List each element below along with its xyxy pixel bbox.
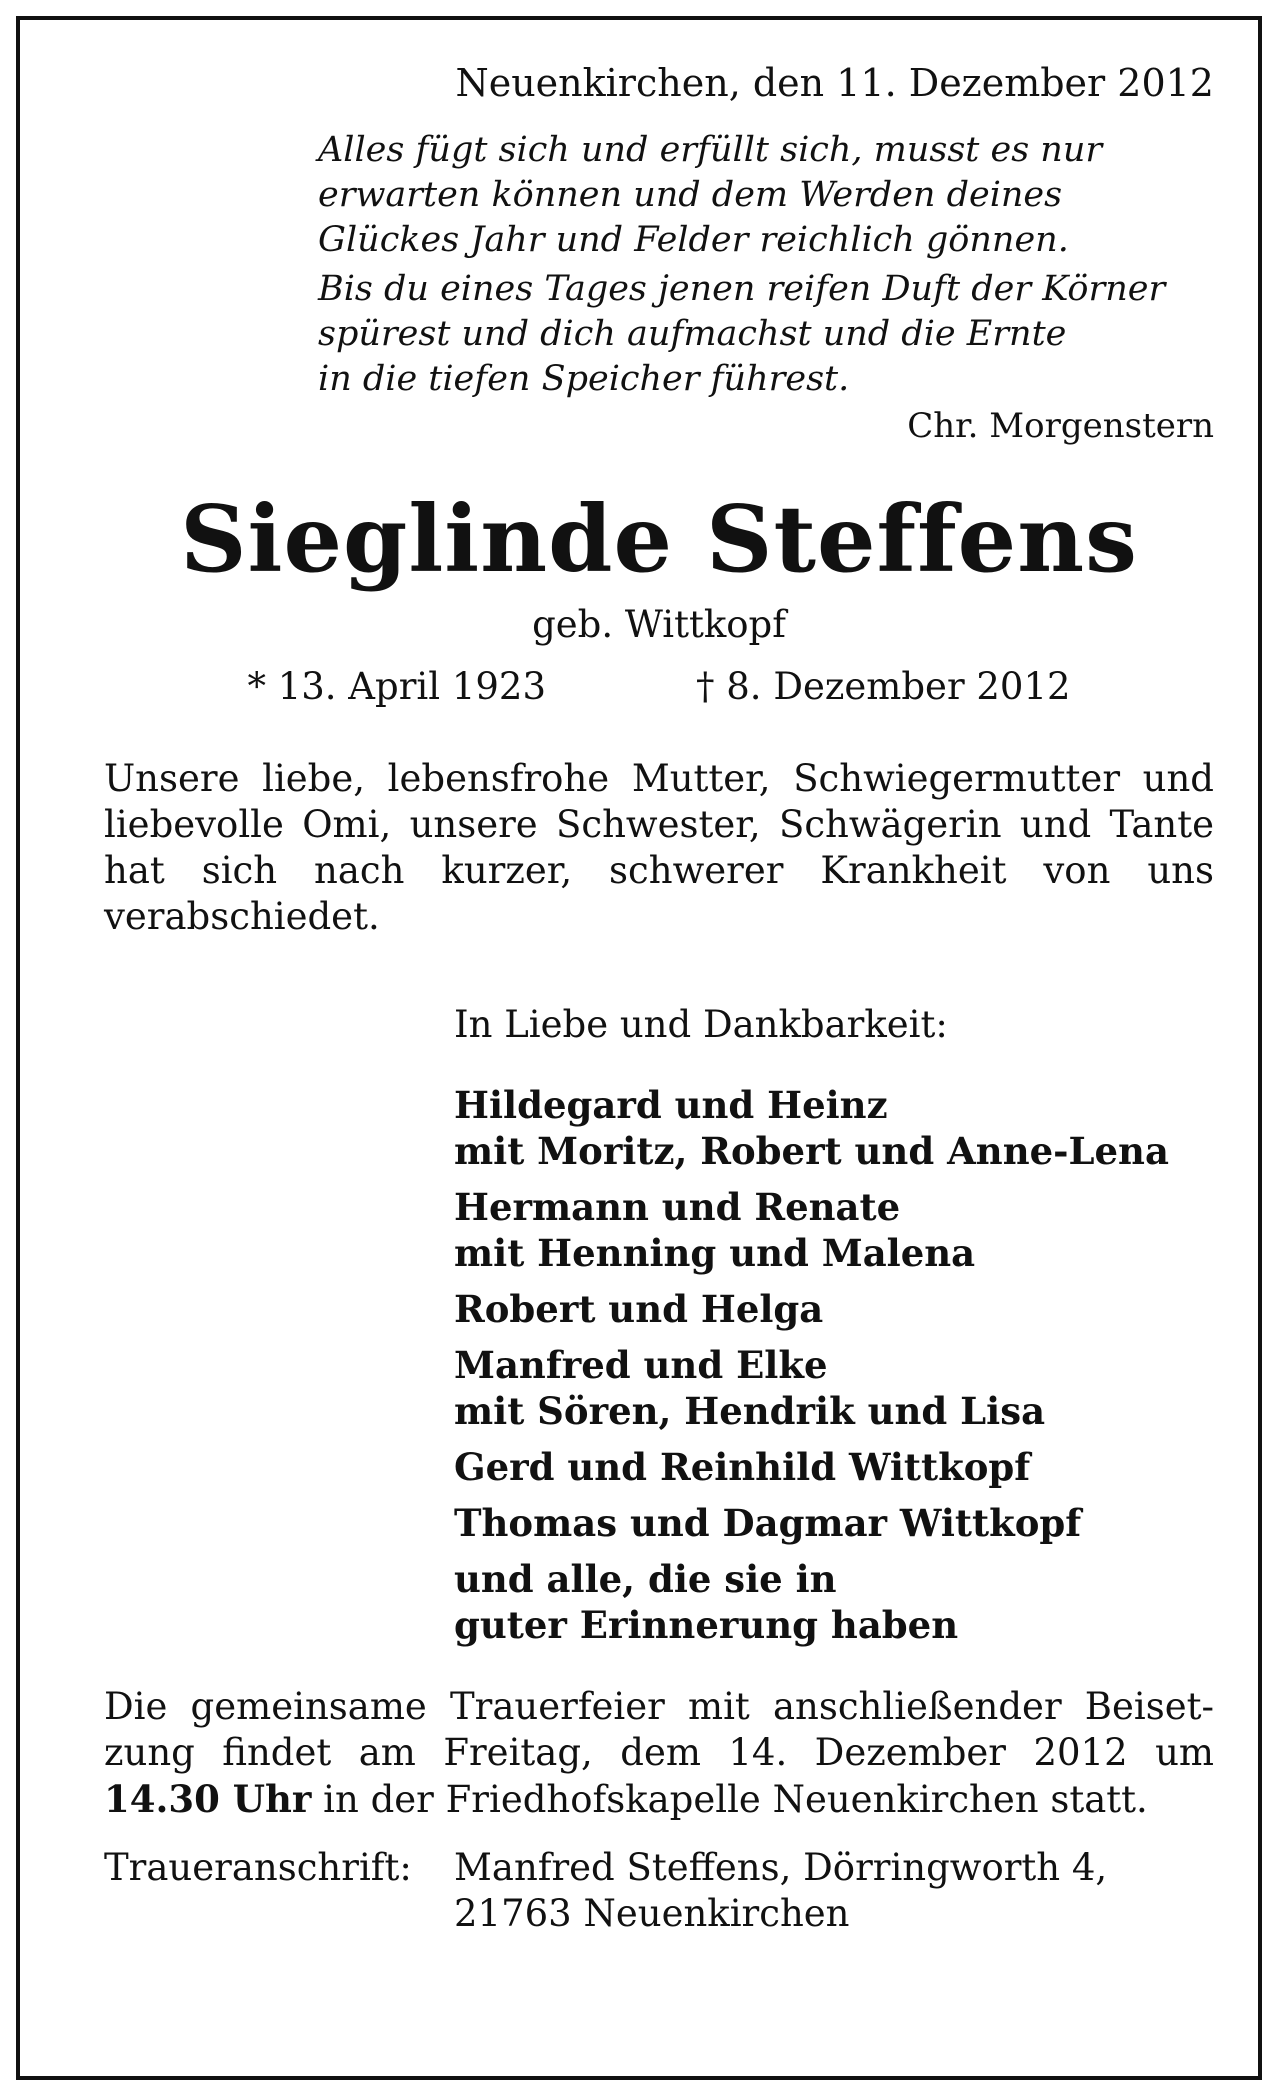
deceased-name: Sieglinde Steffens xyxy=(180,485,1138,593)
service-text: Die gemeinsame Trauerfeier mit anschließender Beisetzung findet am Freitag, dem 14. Dezember 2012 um xyxy=(104,1685,1214,1774)
poem-line: Glückes Jahr und Felder reichlich gönnen. xyxy=(318,220,1069,260)
family-line: Hildegard und Heinz xyxy=(454,1083,888,1127)
poem-line: spürest und dich aufmachst und die Ernte xyxy=(318,314,1067,354)
family-intro: In Liebe und Dankbarkeit: xyxy=(454,1003,948,1046)
address-label: Traueranschrift: xyxy=(104,1846,412,1889)
dateline: Neuenkirchen, den 11. Dezember 2012 xyxy=(455,61,1214,105)
family-line: mit Moritz, Robert und Anne-Lena xyxy=(454,1129,1169,1173)
service-text: in der Friedhofskapelle Neuenkirchen statt. xyxy=(311,1778,1148,1821)
poem xyxy=(318,128,1214,402)
family-line: Robert und Helga xyxy=(454,1287,824,1331)
family-line: Hermann und Renate xyxy=(454,1185,901,1229)
family-group xyxy=(454,1286,1214,1332)
family-line: Manfred und Elke xyxy=(454,1343,828,1387)
service-info xyxy=(104,1684,1214,1823)
poem-line: Bis du eines Tages jenen reifen Duft der Körner xyxy=(318,269,1166,309)
family-group xyxy=(454,1444,1214,1490)
mourning-address xyxy=(104,1845,1214,1937)
announcement-text: Unsere liebe, lebensfrohe Mutter, Schwiegermutter und liebevolle Omi, unsere Schwester, Schwägerin und Tante hat sich nach kurzer, schwerer Krankheit von uns verabschiedet. xyxy=(104,757,1214,938)
family-line: mit Henning und Malena xyxy=(454,1231,976,1275)
poem-line: in die tiefen Speicher führest. xyxy=(318,359,850,399)
family-group xyxy=(454,1342,1214,1434)
family-group xyxy=(454,1556,1214,1648)
poem-author: Chr. Morgenstern xyxy=(907,406,1214,446)
notice-content xyxy=(104,60,1214,1937)
service-time: 14.30 Uhr xyxy=(104,1777,312,1821)
family-line: und alle, die sie in xyxy=(454,1557,837,1601)
family-line: guter Erinnerung haben xyxy=(454,1603,959,1647)
poem-line: erwarten können und dem Werden deines xyxy=(318,175,1063,215)
notice-frame xyxy=(16,16,1262,2080)
birth-date: * 13. April 1923 xyxy=(247,665,546,708)
address-line: 21763 Neuenkirchen xyxy=(454,1892,850,1935)
death-date: † 8. Dezember 2012 xyxy=(696,665,1071,708)
poem-line: Alles fügt sich und erfüllt sich, musst es nur xyxy=(318,130,1103,170)
family-line: Thomas und Dagmar Wittkopf xyxy=(454,1501,1082,1545)
life-dates xyxy=(104,664,1214,710)
family-line: mit Sören, Hendrik und Lisa xyxy=(454,1389,1046,1433)
address-line: Manfred Steffens, Dörringworth 4, xyxy=(454,1846,1108,1889)
birth-name: geb. Wittkopf xyxy=(532,603,786,646)
family-list xyxy=(454,1002,1214,1648)
family-group xyxy=(454,1184,1214,1276)
family-line: Gerd und Reinhild Wittkopf xyxy=(454,1445,1031,1489)
family-group xyxy=(454,1082,1214,1174)
family-group xyxy=(454,1500,1214,1546)
address-lines xyxy=(454,1845,1107,1937)
